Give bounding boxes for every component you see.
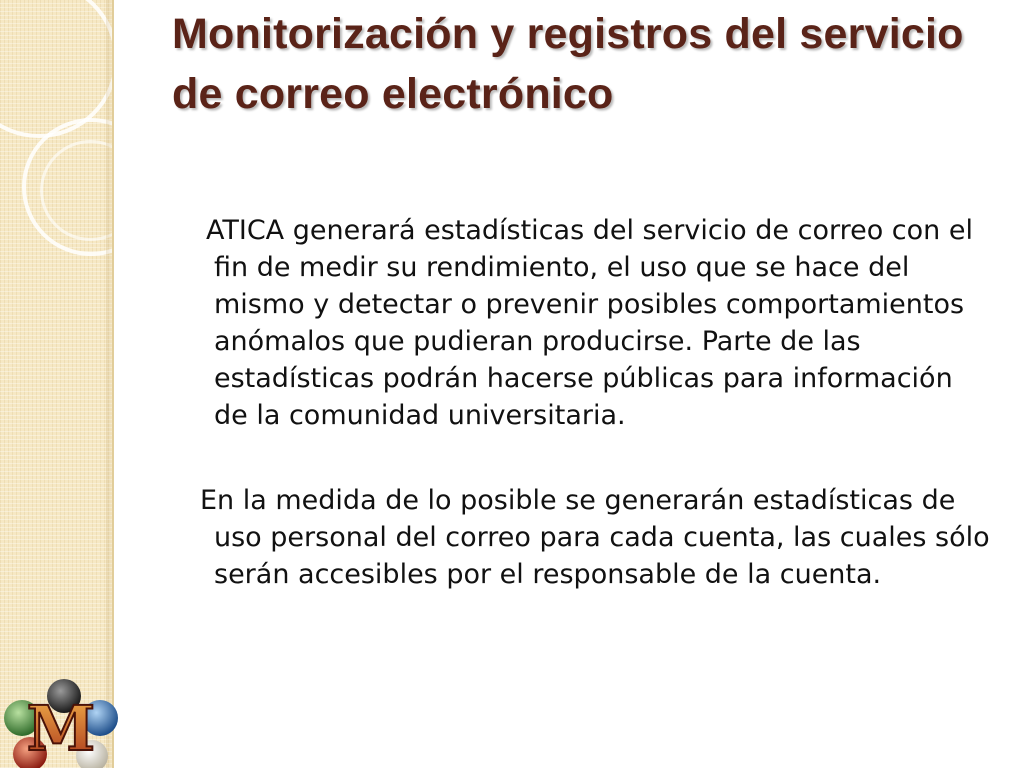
slide-body	[200, 212, 990, 641]
paragraph-personal-statistics	[200, 482, 990, 593]
logo-letter: M	[26, 692, 96, 765]
paragraph-statistics	[200, 212, 990, 434]
band-shadow	[106, 0, 114, 768]
paragraph-text: En la medida de lo posible se generarán estadísticas de uso personal del correo para cada cuenta, las cuales sólo serán accesibles por el responsable de la cuenta.	[200, 485, 990, 590]
slide-title: Monitorización y registros del servicio de correo electrónico	[172, 10, 964, 118]
decorative-side-band	[0, 0, 114, 768]
magic-logo-icon	[0, 676, 122, 768]
paragraph-text: ATICA generará estadísticas del servicio de correo con el fin de medir su rendimiento, el uso que se hace del mismo y detectar o prevenir posibles comportamientos anómalos que pudieran producirse. Parte de las estadísticas podrán hacerse públicas para información de la comunidad universitaria.	[206, 215, 973, 431]
